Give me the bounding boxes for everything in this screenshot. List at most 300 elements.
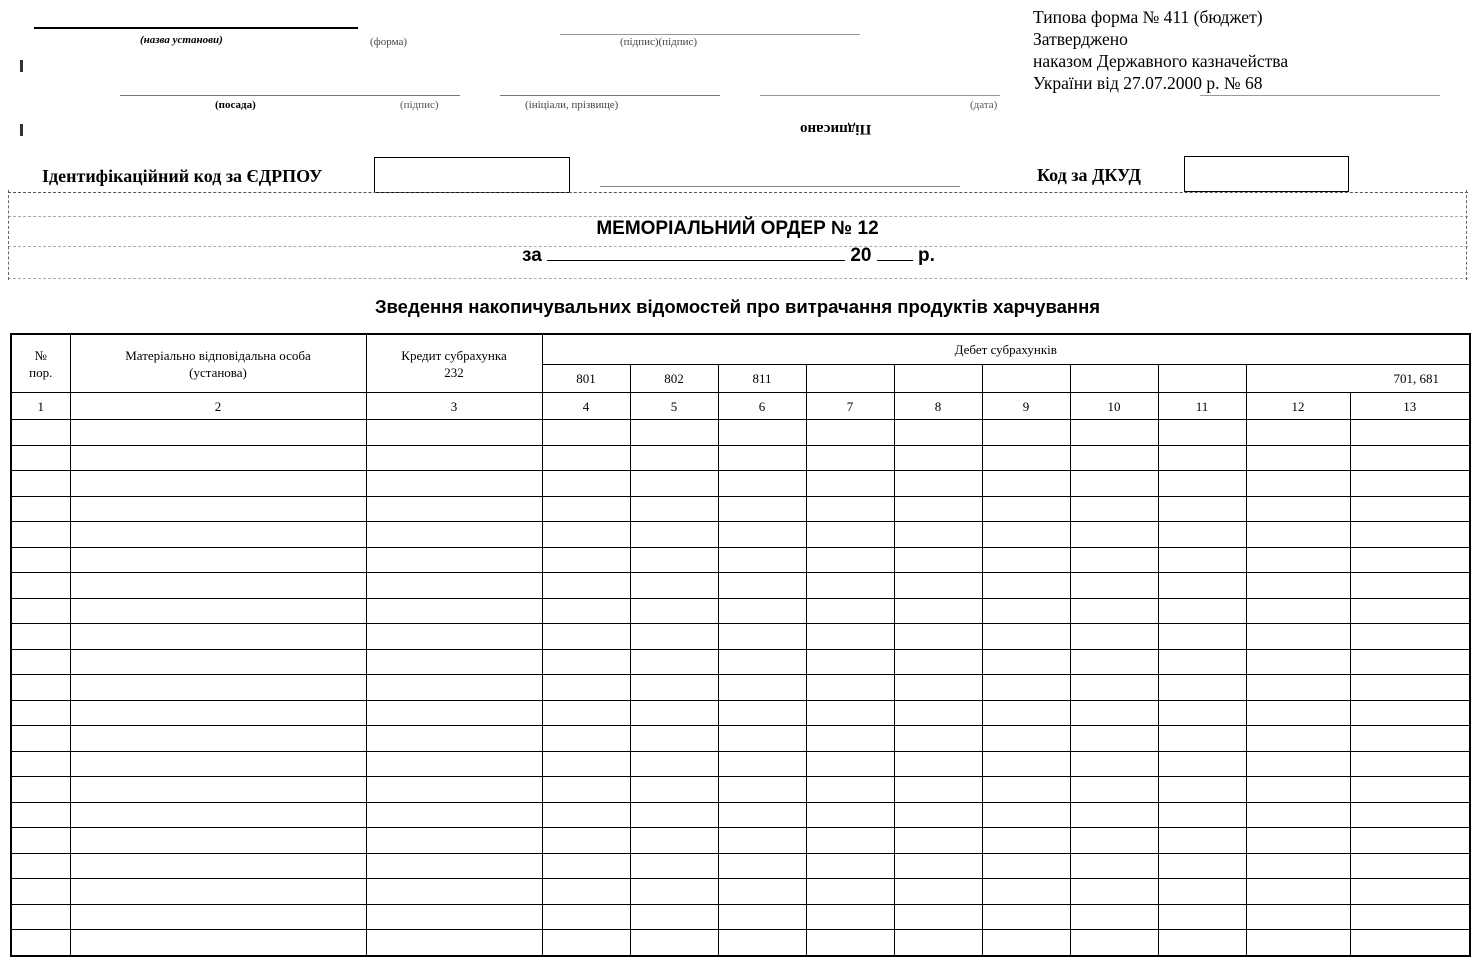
debit-account-cell bbox=[1070, 365, 1158, 393]
col-person-line1: Матеріально відповідальна особа bbox=[125, 347, 311, 363]
table-cell[interactable] bbox=[11, 445, 70, 471]
table-cell[interactable] bbox=[366, 522, 542, 548]
col-header-number bbox=[11, 334, 70, 393]
table-cell[interactable] bbox=[1246, 471, 1350, 497]
table-cell[interactable] bbox=[1158, 547, 1246, 573]
table-cell[interactable] bbox=[806, 853, 894, 879]
table-cell[interactable] bbox=[1246, 726, 1350, 752]
table-cell[interactable] bbox=[70, 828, 366, 854]
table-cell[interactable] bbox=[366, 675, 542, 701]
order-line: наказом Державного казначейства bbox=[1033, 51, 1289, 71]
table-cell[interactable] bbox=[366, 471, 542, 497]
table-cell[interactable] bbox=[806, 751, 894, 777]
table-cell[interactable] bbox=[894, 828, 982, 854]
table-cell[interactable] bbox=[1350, 802, 1470, 828]
left-margin-mark bbox=[20, 60, 23, 72]
table-cell[interactable] bbox=[806, 547, 894, 573]
table-cell[interactable] bbox=[894, 547, 982, 573]
date-blank[interactable] bbox=[547, 246, 845, 261]
table-cell[interactable] bbox=[1070, 751, 1158, 777]
table-cell[interactable] bbox=[630, 547, 718, 573]
table-cell[interactable] bbox=[806, 573, 894, 599]
table-cell[interactable] bbox=[542, 598, 630, 624]
table-cell[interactable] bbox=[630, 496, 718, 522]
table-cell[interactable] bbox=[1070, 853, 1158, 879]
table-cell[interactable] bbox=[1350, 675, 1470, 701]
table-cell[interactable] bbox=[1350, 496, 1470, 522]
table-cell[interactable] bbox=[1246, 445, 1350, 471]
table-cell[interactable] bbox=[1070, 471, 1158, 497]
table-cell[interactable] bbox=[718, 675, 806, 701]
table-cell[interactable] bbox=[1158, 802, 1246, 828]
table-cell[interactable] bbox=[1158, 573, 1246, 599]
table-cell[interactable] bbox=[894, 649, 982, 675]
table-cell[interactable] bbox=[11, 471, 70, 497]
column-number: 8 bbox=[894, 393, 982, 420]
table-cell[interactable] bbox=[542, 496, 630, 522]
table-cell[interactable] bbox=[718, 751, 806, 777]
table-cell[interactable] bbox=[1246, 828, 1350, 854]
table-cell[interactable] bbox=[11, 496, 70, 522]
table-cell[interactable] bbox=[806, 649, 894, 675]
table-cell[interactable] bbox=[806, 726, 894, 752]
table-cell[interactable] bbox=[1350, 547, 1470, 573]
table-cell[interactable] bbox=[11, 904, 70, 930]
table-cell[interactable] bbox=[718, 726, 806, 752]
date-line-right bbox=[1200, 95, 1440, 96]
table-cell[interactable] bbox=[366, 930, 542, 956]
table-cell[interactable] bbox=[542, 853, 630, 879]
table-cell[interactable] bbox=[982, 445, 1070, 471]
table-cell[interactable] bbox=[366, 700, 542, 726]
table-cell[interactable] bbox=[1246, 573, 1350, 599]
table-cell[interactable] bbox=[1350, 751, 1470, 777]
table-cell[interactable] bbox=[1158, 777, 1246, 803]
table-cell[interactable] bbox=[718, 522, 806, 548]
table-cell[interactable] bbox=[982, 471, 1070, 497]
table-cell[interactable] bbox=[1246, 904, 1350, 930]
table-cell[interactable] bbox=[1070, 777, 1158, 803]
table-cell[interactable] bbox=[630, 828, 718, 854]
table-cell[interactable] bbox=[1158, 471, 1246, 497]
table-cell[interactable] bbox=[1070, 522, 1158, 548]
table-cell[interactable] bbox=[982, 675, 1070, 701]
table-cell[interactable] bbox=[982, 777, 1070, 803]
table-cell[interactable] bbox=[806, 777, 894, 803]
column-number-row bbox=[11, 393, 1470, 420]
table-cell[interactable] bbox=[366, 751, 542, 777]
edrpou-code-box[interactable] bbox=[374, 157, 570, 193]
table-cell[interactable] bbox=[366, 904, 542, 930]
table-cell[interactable] bbox=[1070, 675, 1158, 701]
table-cell[interactable] bbox=[1350, 649, 1470, 675]
table-cell[interactable] bbox=[366, 420, 542, 446]
table-cell[interactable] bbox=[982, 700, 1070, 726]
table-cell[interactable] bbox=[366, 573, 542, 599]
table-cell[interactable] bbox=[70, 700, 366, 726]
table-cell[interactable] bbox=[542, 547, 630, 573]
table-cell[interactable] bbox=[1070, 726, 1158, 752]
table-cell[interactable] bbox=[11, 879, 70, 905]
table-cell[interactable] bbox=[542, 904, 630, 930]
table-cell[interactable] bbox=[542, 573, 630, 599]
table-cell[interactable] bbox=[366, 802, 542, 828]
table-cell[interactable] bbox=[366, 547, 542, 573]
table-cell[interactable] bbox=[630, 420, 718, 446]
table-cell[interactable] bbox=[366, 726, 542, 752]
table-cell[interactable] bbox=[718, 471, 806, 497]
table-cell[interactable] bbox=[366, 496, 542, 522]
table-cell[interactable] bbox=[11, 853, 70, 879]
table-cell[interactable] bbox=[1246, 751, 1350, 777]
table-cell[interactable] bbox=[1158, 726, 1246, 752]
table-cell[interactable] bbox=[1070, 420, 1158, 446]
table-cell[interactable] bbox=[1350, 904, 1470, 930]
table-cell[interactable] bbox=[630, 445, 718, 471]
table-cell[interactable] bbox=[806, 930, 894, 956]
table-cell[interactable] bbox=[982, 828, 1070, 854]
table-cell[interactable] bbox=[366, 853, 542, 879]
table-cell[interactable] bbox=[70, 445, 366, 471]
table-cell[interactable] bbox=[718, 624, 806, 650]
table-cell[interactable] bbox=[1158, 420, 1246, 446]
year-blank[interactable] bbox=[877, 246, 913, 261]
table-cell[interactable] bbox=[70, 471, 366, 497]
table-cell[interactable] bbox=[542, 675, 630, 701]
table-cell[interactable] bbox=[982, 904, 1070, 930]
table-cell[interactable] bbox=[1158, 853, 1246, 879]
table-cell[interactable] bbox=[1070, 573, 1158, 599]
table-cell[interactable] bbox=[70, 675, 366, 701]
table-cell[interactable] bbox=[1070, 496, 1158, 522]
table-cell[interactable] bbox=[1158, 675, 1246, 701]
table-cell[interactable] bbox=[11, 675, 70, 701]
table-cell[interactable] bbox=[542, 700, 630, 726]
table-cell[interactable] bbox=[630, 802, 718, 828]
table-row bbox=[11, 573, 1470, 599]
table-cell[interactable] bbox=[542, 471, 630, 497]
table-cell[interactable] bbox=[1070, 802, 1158, 828]
table-cell[interactable] bbox=[982, 853, 1070, 879]
table-cell[interactable] bbox=[806, 522, 894, 548]
table-cell[interactable] bbox=[1158, 904, 1246, 930]
table-cell[interactable] bbox=[1158, 930, 1246, 956]
table-cell[interactable] bbox=[366, 879, 542, 905]
table-cell[interactable] bbox=[894, 471, 982, 497]
table-cell[interactable] bbox=[718, 930, 806, 956]
table-cell[interactable] bbox=[894, 624, 982, 650]
table-cell[interactable] bbox=[1350, 879, 1470, 905]
col-header-debit: Дебет субрахунків bbox=[542, 334, 1470, 365]
table-cell[interactable] bbox=[1246, 522, 1350, 548]
table-cell[interactable] bbox=[70, 904, 366, 930]
table-cell[interactable] bbox=[11, 802, 70, 828]
table-cell[interactable] bbox=[542, 420, 630, 446]
table-cell[interactable] bbox=[894, 420, 982, 446]
table-cell[interactable] bbox=[806, 598, 894, 624]
table-cell[interactable] bbox=[1158, 624, 1246, 650]
table-cell[interactable] bbox=[1350, 522, 1470, 548]
table-cell[interactable] bbox=[1158, 496, 1246, 522]
table-cell[interactable] bbox=[982, 573, 1070, 599]
table-cell[interactable] bbox=[70, 853, 366, 879]
table-cell[interactable] bbox=[718, 828, 806, 854]
table-cell[interactable] bbox=[806, 802, 894, 828]
table-cell[interactable] bbox=[1158, 649, 1246, 675]
table-cell[interactable] bbox=[1070, 828, 1158, 854]
table-cell[interactable] bbox=[1070, 624, 1158, 650]
table-cell[interactable] bbox=[982, 598, 1070, 624]
table-cell[interactable] bbox=[630, 853, 718, 879]
table-cell[interactable] bbox=[366, 777, 542, 803]
table-cell[interactable] bbox=[366, 649, 542, 675]
table-cell[interactable] bbox=[11, 573, 70, 599]
table-cell[interactable] bbox=[806, 471, 894, 497]
table-cell[interactable] bbox=[1158, 445, 1246, 471]
table-cell[interactable] bbox=[630, 624, 718, 650]
table-cell[interactable] bbox=[982, 649, 1070, 675]
table-cell[interactable] bbox=[70, 751, 366, 777]
table-cell[interactable] bbox=[542, 649, 630, 675]
table-cell[interactable] bbox=[1070, 445, 1158, 471]
table-cell[interactable] bbox=[894, 930, 982, 956]
table-cell[interactable] bbox=[70, 496, 366, 522]
table-cell[interactable] bbox=[718, 649, 806, 675]
table-cell[interactable] bbox=[718, 496, 806, 522]
table-cell[interactable] bbox=[1350, 420, 1470, 446]
table-cell[interactable] bbox=[718, 879, 806, 905]
table-cell[interactable] bbox=[806, 624, 894, 650]
table-cell[interactable] bbox=[894, 445, 982, 471]
table-cell[interactable] bbox=[1070, 598, 1158, 624]
table-cell[interactable] bbox=[1158, 522, 1246, 548]
table-cell[interactable] bbox=[11, 828, 70, 854]
table-cell[interactable] bbox=[1246, 700, 1350, 726]
table-cell[interactable] bbox=[366, 828, 542, 854]
table-cell[interactable] bbox=[718, 700, 806, 726]
table-cell[interactable] bbox=[1350, 700, 1470, 726]
table-cell[interactable] bbox=[11, 930, 70, 956]
table-row bbox=[11, 726, 1470, 752]
table-cell[interactable] bbox=[542, 828, 630, 854]
debit-account-cell: 801 bbox=[542, 365, 630, 393]
table-cell[interactable] bbox=[11, 649, 70, 675]
table-cell[interactable] bbox=[1350, 726, 1470, 752]
table-cell[interactable] bbox=[1246, 777, 1350, 803]
table-cell[interactable] bbox=[366, 598, 542, 624]
table-cell[interactable] bbox=[806, 700, 894, 726]
table-cell[interactable] bbox=[718, 445, 806, 471]
table-cell[interactable] bbox=[894, 598, 982, 624]
table-cell[interactable] bbox=[718, 904, 806, 930]
table-cell[interactable] bbox=[11, 522, 70, 548]
table-cell[interactable] bbox=[542, 930, 630, 956]
table-cell[interactable] bbox=[1246, 420, 1350, 446]
table-cell[interactable] bbox=[982, 624, 1070, 650]
table-cell[interactable] bbox=[982, 420, 1070, 446]
table-cell[interactable] bbox=[11, 598, 70, 624]
table-cell[interactable] bbox=[70, 522, 366, 548]
table-cell[interactable] bbox=[1158, 828, 1246, 854]
table-cell[interactable] bbox=[1070, 930, 1158, 956]
table-cell[interactable] bbox=[894, 522, 982, 548]
table-cell[interactable] bbox=[70, 930, 366, 956]
table-cell[interactable] bbox=[70, 649, 366, 675]
table-cell[interactable] bbox=[630, 573, 718, 599]
table-cell[interactable] bbox=[982, 802, 1070, 828]
table-cell[interactable] bbox=[630, 598, 718, 624]
table-cell[interactable] bbox=[11, 420, 70, 446]
table-cell[interactable] bbox=[630, 904, 718, 930]
table-cell[interactable] bbox=[366, 445, 542, 471]
table-cell[interactable] bbox=[806, 879, 894, 905]
table-cell[interactable] bbox=[806, 420, 894, 446]
table-cell[interactable] bbox=[1350, 828, 1470, 854]
table-cell[interactable] bbox=[806, 675, 894, 701]
table-cell[interactable] bbox=[70, 802, 366, 828]
table-cell[interactable] bbox=[630, 726, 718, 752]
table-body bbox=[11, 420, 1470, 956]
table-cell[interactable] bbox=[1350, 471, 1470, 497]
table-cell[interactable] bbox=[630, 879, 718, 905]
table-cell[interactable] bbox=[630, 700, 718, 726]
table-cell[interactable] bbox=[718, 598, 806, 624]
table-cell[interactable] bbox=[894, 853, 982, 879]
table-cell[interactable] bbox=[70, 726, 366, 752]
table-cell[interactable] bbox=[542, 751, 630, 777]
table-cell[interactable] bbox=[1246, 496, 1350, 522]
table-cell[interactable] bbox=[894, 726, 982, 752]
table-cell[interactable] bbox=[894, 879, 982, 905]
table-cell[interactable] bbox=[1350, 624, 1470, 650]
table-cell[interactable] bbox=[1070, 547, 1158, 573]
table-cell[interactable] bbox=[718, 420, 806, 446]
table-cell[interactable] bbox=[894, 700, 982, 726]
table-cell[interactable] bbox=[11, 547, 70, 573]
table-cell[interactable] bbox=[11, 751, 70, 777]
table-cell[interactable] bbox=[982, 751, 1070, 777]
table-cell[interactable] bbox=[894, 777, 982, 803]
table-cell[interactable] bbox=[718, 853, 806, 879]
table-cell[interactable] bbox=[1246, 879, 1350, 905]
table-cell[interactable] bbox=[982, 726, 1070, 752]
table-cell[interactable] bbox=[1350, 777, 1470, 803]
table-cell[interactable] bbox=[542, 445, 630, 471]
table-cell[interactable] bbox=[1246, 675, 1350, 701]
table-cell[interactable] bbox=[806, 904, 894, 930]
table-cell[interactable] bbox=[1070, 879, 1158, 905]
table-cell[interactable] bbox=[630, 777, 718, 803]
table-cell[interactable] bbox=[630, 675, 718, 701]
column-number: 3 bbox=[366, 393, 542, 420]
table-cell[interactable] bbox=[982, 547, 1070, 573]
table-cell[interactable] bbox=[630, 522, 718, 548]
table-cell[interactable] bbox=[542, 726, 630, 752]
table-cell[interactable] bbox=[70, 420, 366, 446]
dkud-code-box[interactable] bbox=[1184, 156, 1349, 192]
table-cell[interactable] bbox=[11, 726, 70, 752]
table-cell[interactable] bbox=[630, 751, 718, 777]
table-cell[interactable] bbox=[542, 802, 630, 828]
table-cell[interactable] bbox=[1070, 904, 1158, 930]
table-cell[interactable] bbox=[70, 573, 366, 599]
table-row bbox=[11, 879, 1470, 905]
table-cell[interactable] bbox=[70, 547, 366, 573]
table-cell[interactable] bbox=[894, 675, 982, 701]
table-cell[interactable] bbox=[1350, 853, 1470, 879]
table-cell[interactable] bbox=[718, 802, 806, 828]
table-cell[interactable] bbox=[1158, 879, 1246, 905]
table-cell[interactable] bbox=[718, 547, 806, 573]
table-cell[interactable] bbox=[630, 930, 718, 956]
table-cell[interactable] bbox=[70, 777, 366, 803]
summary-table bbox=[10, 333, 1471, 957]
header-row-1 bbox=[11, 334, 1470, 365]
table-cell[interactable] bbox=[718, 777, 806, 803]
table-cell[interactable] bbox=[806, 445, 894, 471]
table-cell[interactable] bbox=[1246, 649, 1350, 675]
table-cell[interactable] bbox=[894, 751, 982, 777]
table-cell[interactable] bbox=[982, 879, 1070, 905]
year-prefix: 20 bbox=[850, 245, 872, 266]
table-cell[interactable] bbox=[1070, 700, 1158, 726]
table-cell[interactable] bbox=[11, 624, 70, 650]
table-cell[interactable] bbox=[1246, 547, 1350, 573]
table-cell[interactable] bbox=[894, 802, 982, 828]
table-cell[interactable] bbox=[1350, 598, 1470, 624]
table-cell[interactable] bbox=[806, 828, 894, 854]
table-cell[interactable] bbox=[1350, 445, 1470, 471]
table-cell[interactable] bbox=[1246, 930, 1350, 956]
table-cell[interactable] bbox=[1158, 598, 1246, 624]
table-cell[interactable] bbox=[1350, 930, 1470, 956]
table-cell[interactable] bbox=[542, 879, 630, 905]
table-cell[interactable] bbox=[1246, 598, 1350, 624]
table-cell[interactable] bbox=[70, 598, 366, 624]
table-cell[interactable] bbox=[982, 522, 1070, 548]
table-cell[interactable] bbox=[542, 522, 630, 548]
table-cell[interactable] bbox=[70, 624, 366, 650]
table-cell[interactable] bbox=[894, 573, 982, 599]
table-cell[interactable] bbox=[1070, 649, 1158, 675]
date-caption: (дата) bbox=[970, 99, 998, 111]
debit-account-cell bbox=[982, 365, 1070, 393]
table-cell[interactable] bbox=[1350, 573, 1470, 599]
table-cell[interactable] bbox=[542, 624, 630, 650]
table-cell[interactable] bbox=[542, 777, 630, 803]
table-cell[interactable] bbox=[630, 649, 718, 675]
form-number-line: Типова форма № 411 (бюджет) bbox=[1033, 7, 1263, 27]
table-cell[interactable] bbox=[1246, 853, 1350, 879]
table-cell[interactable] bbox=[894, 904, 982, 930]
table-cell[interactable] bbox=[11, 777, 70, 803]
order-date-line: України від 27.07.2000 р. № 68 bbox=[1033, 73, 1263, 93]
table-cell[interactable] bbox=[70, 879, 366, 905]
table-cell[interactable] bbox=[806, 496, 894, 522]
table-cell[interactable] bbox=[11, 700, 70, 726]
table-cell[interactable] bbox=[1158, 700, 1246, 726]
table-cell[interactable] bbox=[366, 624, 542, 650]
table-cell[interactable] bbox=[1158, 751, 1246, 777]
table-cell[interactable] bbox=[982, 496, 1070, 522]
table-cell[interactable] bbox=[718, 573, 806, 599]
table-cell[interactable] bbox=[982, 930, 1070, 956]
table-cell[interactable] bbox=[894, 496, 982, 522]
table-cell[interactable] bbox=[1246, 802, 1350, 828]
table-cell[interactable] bbox=[630, 471, 718, 497]
col-credit-line1: Кредит субрахунка bbox=[401, 347, 507, 363]
table-cell[interactable] bbox=[1246, 624, 1350, 650]
